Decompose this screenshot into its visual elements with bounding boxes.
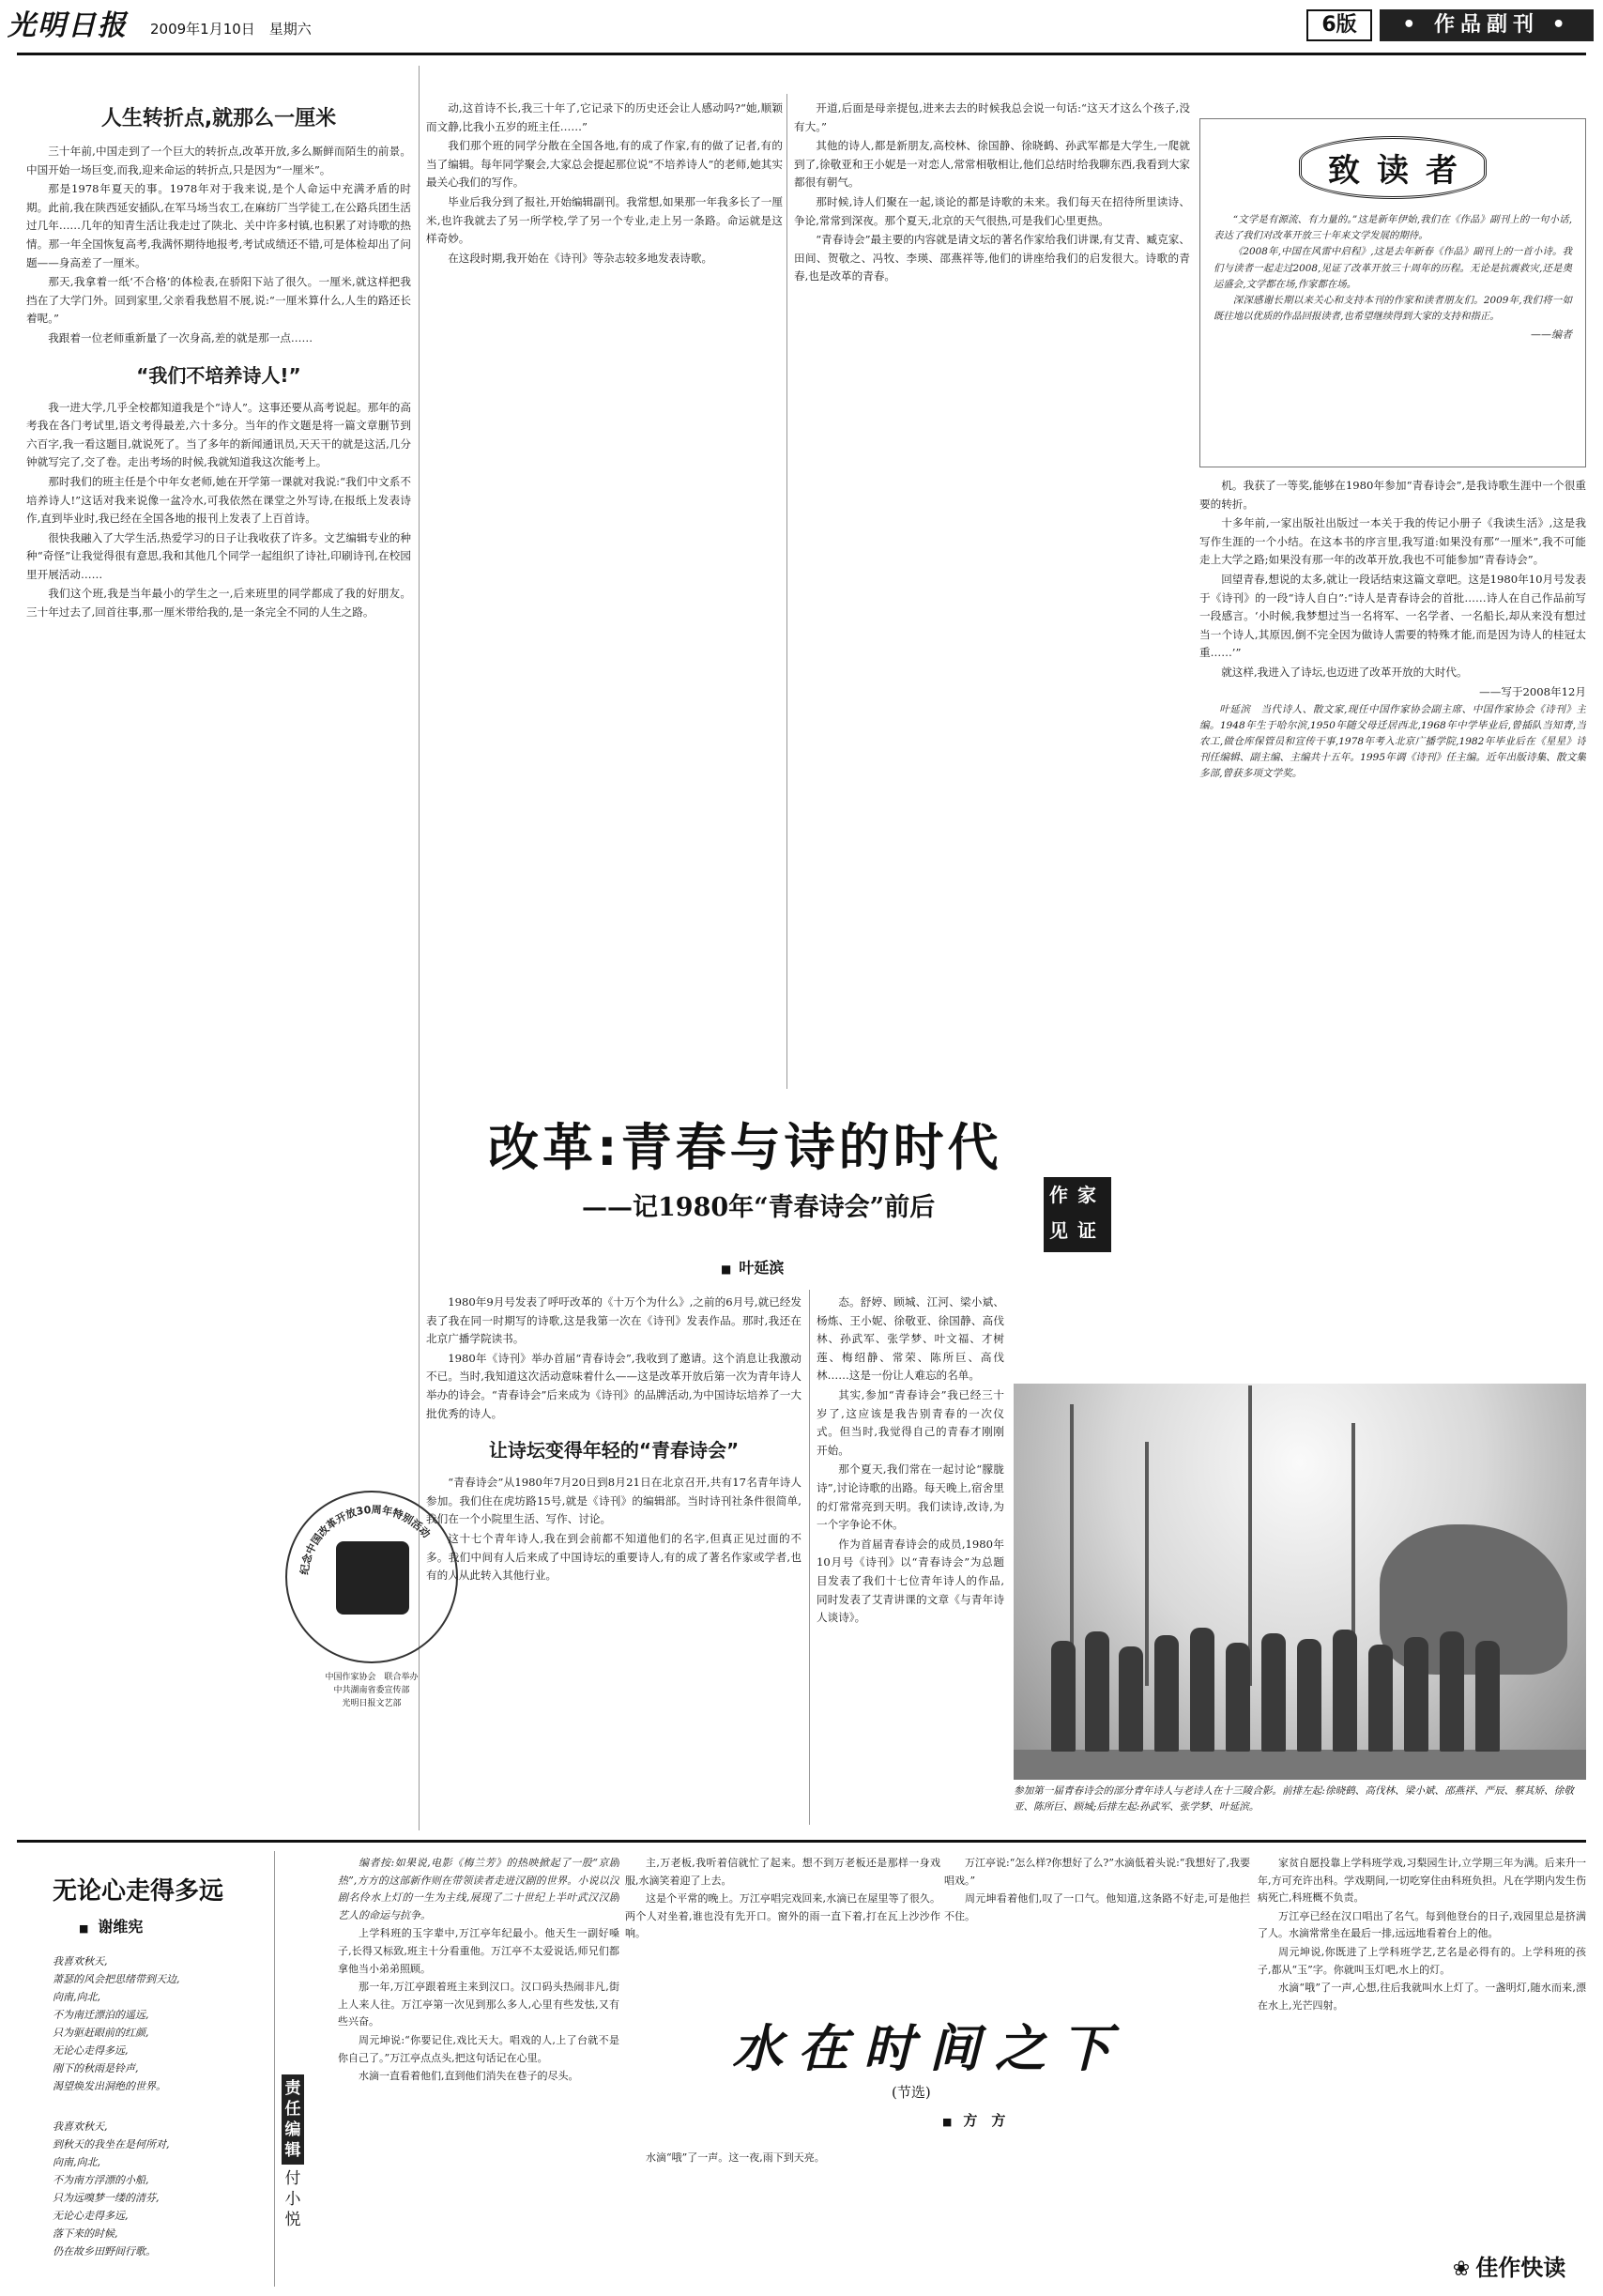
poets-group (1051, 1611, 1520, 1752)
article-dateline: ——写于2008年12月 (1479, 684, 1586, 698)
article-paragraph: 那时候,诗人们聚在一起,谈论的都是诗歌的未来。我们每天在招待所里读诗、争论,常常到深夜。那个夏天,北京的天气很热,可是我们心里更热。 (794, 194, 1190, 227)
article-one-continued (426, 99, 783, 1094)
article-paragraph: 回望青春,想说的太多,就让一段话结束这篇文章吧。这是1980年10月号发表于《诗刊》的一段“诗人自白”:“诗人是青春诗会的首批……诗人在自己作品前写一段感言。‘小时候,我梦想过当一名将军、一名学者、一名船长,却从来没有想过当一个诗人,其原因,倒不完全因为做诗人需要的特殊才能,而是因为诗人的桂冠太重……’” (1199, 572, 1586, 660)
article-paragraph: “青春诗会”最主要的内容就是请文坛的著名作家给我们讲课,有艾青、臧克家、田间、贺敬之、冯牧、李瑛、邵燕祥等,他们的讲座给我们的启发很大。诗歌的青春,也是改革的青春。 (794, 233, 1190, 283)
article-paragraph: 动,这首诗不长,我三十年了,它记录下的历史还会让人感动吗?“她,顺颖而文静,比我小五岁的班主任……” (426, 101, 783, 133)
article-two-middle-2 (817, 1293, 1004, 1829)
story-author: ■ 方 方 (942, 2110, 1005, 2130)
responsible-editor-name: 付小悦 (284, 2169, 301, 2229)
responsible-editor (282, 2074, 328, 2234)
article-two-intro (794, 99, 1190, 1094)
article-one-paragraph: 那是1978年夏天的事。1978年对于我来说,是个人命运中充满矛盾的时期。此前,我在陕西延安插队,在军马场当农工,在麻纺厂当学徒工,在公路兵团生活过几年……几年的知青生活让我走过了陕北、关中许多村镇,也积累了对诗歌的热情。那一年全国恢复高考,我满怀期待地报考,考试成绩还不错,可是体检却出了问题——身高差了一厘米。 (26, 182, 411, 269)
article-two-subhead: 让诗坛变得年轻的“青春诗会” (488, 1439, 740, 1462)
newspaper-logo: 光明日报 (8, 9, 128, 42)
column-divider (274, 1851, 275, 2287)
editor-note-box (1199, 118, 1586, 467)
editor-note-paragraph: 《2008年,中国在风雷中启程》,这是去年新春《作品》副刊上的一首小诗。我们与读者一起走过2008,见证了改革开放三十周年的历程。无论是抗震救灾,还是奥运盛会,文学都在场,作家都在场。 (1214, 246, 1572, 290)
article-one-paragraph: 我们这个班,我是当年最小的学生之一,后来班里的同学都成了我的好朋友。三十年过去了,回首往事,那一厘米带给我的,是一条完全不同的人生之路。 (26, 587, 411, 620)
emblem-ring-text: 纪念中国改革开放30周年特别活动 (298, 1503, 433, 1576)
person-figure-icon (1190, 1628, 1214, 1752)
story-paragraph: 水滴“哦”了一声,心想,往后我就叫水上灯了。一盏明灯,随水而来,漂在水上,光芒四射。 (1258, 1982, 1586, 2012)
story-column-3 (944, 1855, 1250, 1996)
article-paragraph: 态。舒婷、顾城、江河、梁小斌、杨炼、王小妮、徐敬亚、徐国静、高伐林、孙武军、张学梦、叶文福、才树莲、梅绍静、常荣、陈所巨、高伐林……这是一份让人难忘的名单。 (817, 1295, 1004, 1383)
article-two-middle (426, 1293, 802, 1800)
writer-witness-badge: 作家见证 (1044, 1177, 1111, 1252)
responsible-editor-label: 责任编辑 (282, 2074, 304, 2165)
article-paragraph: 机。我获了一等奖,能够在1980年参加“青春诗会”,是我诗歌生涯中一个很重要的转折。 (1199, 479, 1586, 511)
article-paragraph: 1980年9月号发表了呼吁改革的《十万个为什么》,之前的6月号,就已经发表了我在同一时期写的诗歌,这是我第一次在《诗刊》发表作品。那时,我还在北京广播学院读书。 (426, 1295, 802, 1346)
article-one-paragraph: 我一进大学,几乎全校都知道我是个“诗人”。这事还要从高考说起。那年的高考我在各门考试里,语文考得最差,六十多分。当年的作文题是将一篇文章删节到六百字,我一看这题目,就说死了。当了多年的新闻通讯员,天天干的就是这活,几分钟就写完了,交了卷。走出考场的时候,我就知道我这次能考上。 (26, 400, 411, 469)
article-paragraph: 其他的诗人,都是新朋友,高校林、徐国静、徐晓鹤、孙武军都是大学生,一爬就到了,徐敬亚和王小妮是一对恋人,常常相敬相让,他们总结时给我聊东西,我看到大家都很有朝气。 (794, 139, 1190, 190)
emblem-caption: 中国作家协会 联合举办 中共湖南省委宣传部 光明日报文艺部 (325, 1673, 419, 1708)
top-rule (17, 53, 1586, 55)
section-rule (17, 1840, 1586, 1843)
article-one-paragraph: 很快我融入了大学生活,热爱学习的日子让我收获了许多。文艺编辑专业的种种“奇怪”让我觉得很有意思,我和其他几个同学一起组织了诗社,印刷诗刊,在校园里开展活动…… (26, 530, 411, 581)
page-number: 6版 (1306, 9, 1372, 41)
story-paragraph: 这是个平常的晚上。万江亭唱完戏回来,水滴已在屋里等了很久。两个人对坐着,谁也没有先开口。窗外的雨一直下着,打在瓦上沙沙作响。 (625, 1892, 940, 1940)
editor-note-paragraph: 深深感谢长期以来关心和支持本刊的作家和读者朋友们。2009年,我们将一如既往地以优质的作品回报读者,也希望继续得到大家的支持和指正。 (1214, 295, 1572, 323)
article-paragraph: 开道,后面是母亲提包,进来去去的时候我总会说一句话:“这天才这么个孩子,没有大。” (794, 101, 1190, 133)
article-paragraph: 那个夏天,我们常在一起讨论“朦胧诗”,讨论诗歌的出路。每天晚上,宿舍里的灯常常亮到天明。我们读诗,改诗,为一个字争论不休。 (817, 1462, 1004, 1532)
article-paragraph: 就这样,我进入了诗坛,也迈进了改革开放的大时代。 (1221, 665, 1468, 679)
article-paragraph: 毕业后我分到了报社,开始编辑副刊。我常想,如果那一年我多长了一厘米,也许我就去了另一所学校,学了另一个专业,走上另一条路。命运就是这样奇妙。 (426, 194, 783, 246)
editor-note-title: 致读者 (1299, 136, 1487, 199)
person-figure-icon (1261, 1633, 1286, 1752)
article-one-paragraph: 我跟着一位老师重新量了一次身高,差的就是那一点…… (48, 330, 313, 344)
story-paragraph: 主,万老板,我听着信就忙了起来。想不到万老板还是那样一身戏服,水滴笑着迎了上去。 (625, 1857, 940, 1887)
issue-date: 2009年1月10日 星期六 (150, 21, 312, 38)
story-column-4 (625, 2150, 940, 2287)
article-paragraph: 作为首届青春诗会的成员,1980年10月号《诗刊》以“青春诗会”为总题目发表了我们十七位青年诗人的作品,同时发表了艾青讲课的文章《与青年诗人谈诗》。 (817, 1537, 1004, 1625)
story-paragraph: 水滴“哦”了一声。这一夜,雨下到天亮。 (646, 2151, 825, 2164)
poem-title: 无论心走得多远 (53, 1877, 224, 1906)
column-divider (786, 94, 787, 1089)
emblem-ring (285, 1491, 458, 1663)
story-column-right (1258, 1855, 1586, 2245)
article-paragraph: 十多年前,一家出版社出版过一本关于我的传记小册子《我读生活》,这是我写作生涯的一个小结。在这本书的序言里,我写道:如果没有那“一厘米”,我不可能走上大学之路;如果没有那一年的改革开放,我也不可能参加“青春诗会”。 (1199, 516, 1586, 567)
story-column-1 (338, 1855, 619, 2287)
person-figure-icon (1368, 1645, 1393, 1752)
story-paragraph: 水滴一直看着他们,直到他们消失在巷子的尽头。 (359, 2070, 579, 2083)
story-paragraph: 周元坤看着他们,叹了一口气。他知道,这条路不好走,可是他拦不住。 (944, 1892, 1250, 1922)
feature-label: ❀ 佳作快读 (1432, 2249, 1586, 2287)
editor-note-paragraph: “文学是有源流、有力量的。”这是新年伊始,我们在《作品》副刊上的一句小话,表达了我们对改革开放三十年来文学发展的期待。 (1214, 214, 1572, 242)
article-one-paragraph: 三十年前,中国走到了一个巨大的转折点,改革开放,多么厮鲜而陌生的前景。中国开始一场巨变,而我,迎来命运的转折点,只是因为“一厘米”。 (26, 145, 411, 176)
article-paragraph: 1980年《诗刊》举办首届“青春诗会”,我收到了邀请。这个消息让我激动不已。当时,我知道这次活动意味着什么——这是改革开放后第一次为青年诗人举办的诗会。“青春诗会”后来成为《诗刊》的品牌活动,为中国诗坛培养了一大批优秀的诗人。 (426, 1351, 802, 1420)
main-headline: 改革:青春与诗的时代 (488, 1118, 1002, 1177)
story-paragraph: 周元坤说:“你要记住,戏比天大。唱戏的人,上了台就不是你自己了。”万江亭点点头,把这句话记在心里。 (338, 2033, 619, 2064)
story-paragraph: 周元坤说,你既进了上学科班学艺,艺名是必得有的。上学科班的孩子,都从“玉”字。你就叫玉灯吧,水上的灯。 (1258, 1945, 1586, 1976)
person-figure-icon (1333, 1630, 1357, 1752)
article-one-paragraph: 那天,我拿着一纸‘不合格’的体检表,在骄阳下站了很久。一厘米,就这样把我挡在了大学门外。回到家里,父亲看我愁眉不展,说:“一厘米算什么,人生的路还长着呢。” (26, 275, 411, 326)
section-label: • 作品副刊 • (1380, 9, 1594, 41)
article-one-paragraph: 那时我们的班主任是个中年女老师,她在开学第一课就对我说:“我们中文系不培养诗人!”这话对我来说像一盆冷水,可我依然在课堂之外写诗,在报纸上发表诗作,直到毕业时,我已经在全国各地的报刊上发表了上百首诗。 (26, 474, 411, 526)
emblem-figure-icon (336, 1541, 409, 1615)
article-one-subhead: “我们不培养诗人!” (136, 363, 301, 387)
article-paragraph: 在这段时期,我开始在《诗刊》等杂志较多地发表诗歌。 (448, 251, 713, 265)
story-paragraph: 万江亭说:“怎么样?你想好了么?”水滴低着头说:“我想好了,我要唱戏。” (944, 1857, 1250, 1887)
story-note: (节选) (892, 2084, 931, 2101)
person-figure-icon (1297, 1639, 1321, 1752)
story-editor-note: 编者按:如果说,电影《梅兰芳》的热映掀起了一股“京剧热”,方方的这部新作则在带领读者走进汉剧的世界。小说以汉剧名伶水上灯的一生为主线,展现了二十世纪上半叶武汉汉剧艺人的命运与抗争。 (338, 1857, 619, 1921)
article-paragraph: 这十七个青年诗人,我在到会前都不知道他们的名字,但真正见过面的不多。我们中间有人后来成了中国诗坛的重要诗人,有的成了著名作家或学者,也有的人从此转入其他行业。 (426, 1531, 802, 1583)
main-subtitle: ——记1980年“青春诗会”前后 (582, 1193, 936, 1222)
anniversary-emblem (285, 1491, 458, 1735)
article-one-title: 人生转折点,就那么一厘米 (100, 107, 337, 130)
person-figure-icon (1226, 1643, 1250, 1752)
story-paragraph: 上学科班的玉字辈中,万江亭年纪最小。他天生一副好嗓子,长得又标致,班主十分看重他。万江亭不太爱说话,师兄们都拿他当小弟弟照顾。 (338, 1927, 619, 1975)
article-paragraph: “青春诗会”从1980年7月20日到8月21日在北京召开,共有17名青年诗人参加。我们住在虎坊路15号,就是《诗刊》的编辑部。当时诗刊社条件很简单,我们在一个小院里生活、写作、讨论。 (426, 1476, 802, 1526)
story-title: 水在时间之下 (732, 2018, 1126, 2078)
photo-caption: 参加第一届青春诗会的部分青年诗人与老诗人在十三陵合影。前排左起:徐晓鹤、高伐林、梁小斌、邵燕祥、严辰、蔡其矫、徐敬亚、陈所巨、顾城;后排左起:孙武军、张学梦、叶延滨。 (1014, 1785, 1574, 1813)
ground (1014, 1750, 1586, 1780)
column-divider (809, 1290, 810, 1825)
poem-body (53, 1952, 265, 2283)
person-figure-icon (1085, 1631, 1109, 1752)
person-figure-icon (1051, 1641, 1076, 1752)
poem-author: ■ 谢维宪 (79, 1915, 143, 1936)
person-figure-icon (1404, 1637, 1428, 1752)
article-paragraph: 其实,参加“青春诗会”我已经三十岁了,这应该是我告别青春的一次仪式。但当时,我觉得自己的青春才刚刚开始。 (817, 1387, 1004, 1457)
story-paragraph: 万江亭已经在汉口唱出了名气。每到他登台的日子,戏园里总是挤满了人。水滴常常坐在最后一排,远远地看着台上的他。 (1258, 1909, 1586, 1940)
person-figure-icon (1475, 1641, 1500, 1752)
poem-stanza: 我喜欢秋天, 到秋天的我坐在是何所对, 向南,向北, 不为南方浮漂的小船, 只为远嗅梦一缕的清芬, 无论心走得多远, 落下来的时候, 仍在故乡田野间行歌。 (53, 2120, 170, 2258)
person-figure-icon (1154, 1635, 1179, 1752)
section-name: 作品副刊 (1433, 13, 1539, 37)
main-byline: ■ 叶延滨 (721, 1256, 784, 1278)
person-figure-icon (1119, 1646, 1143, 1752)
editor-note-signature: ——编者 (1531, 329, 1572, 342)
article-paragraph: 我们那个班的同学分散在全国各地,有的成了作家,有的做了记者,有的当了编辑。每年同学聚会,大家总会提起那位说“不培养诗人”的老师,她其实最关心我们的写作。 (426, 139, 783, 190)
author-bio: 叶延滨 当代诗人、散文家,现任中国作家协会副主席、中国作家协会《诗刊》主编。1948年生于哈尔滨,1950年随父母迁居西北,1968年中学毕业后,曾插队当知青,当农工,做仓库保管员和宣传干事,1978年考入北京广播学院,1982年毕业后在《星星》诗刊任编辑、副主编、主编共十五年。1995年调《诗刊》任主编。近年出版诗集、散文集多部,曾获多项文学奖。 (1199, 704, 1586, 780)
story-column-2 (625, 1855, 940, 1996)
poem-stanza: 我喜欢秋天, 萧瑟的风会把思绪带到天边, 向南,向北, 不为南迁漂泊的遥远, 只为驱赶眼前的红颜, 无论心走得多远, 刚下的秋雨是铃声, 渴望焕发出洞绝的世界。 (53, 1955, 180, 2092)
group-photo (1014, 1384, 1586, 1780)
person-figure-icon (1440, 1631, 1464, 1752)
story-paragraph: 家贫自愿投靠上学科班学戏,习梨园生计,立学期三年为满。后来升一年,方可充许出科。学戏期间,一切吃穿住由科班负担。凡在学期内发生伤病死亡,科班概不负责。 (1258, 1857, 1586, 1905)
story-paragraph: 那一年,万江亭跟着班主来到汉口。汉口码头热闹非凡,街上人来人往。万江亭第一次见到那么多人,心里有些发怯,又有些兴奋。 (338, 1981, 619, 2028)
